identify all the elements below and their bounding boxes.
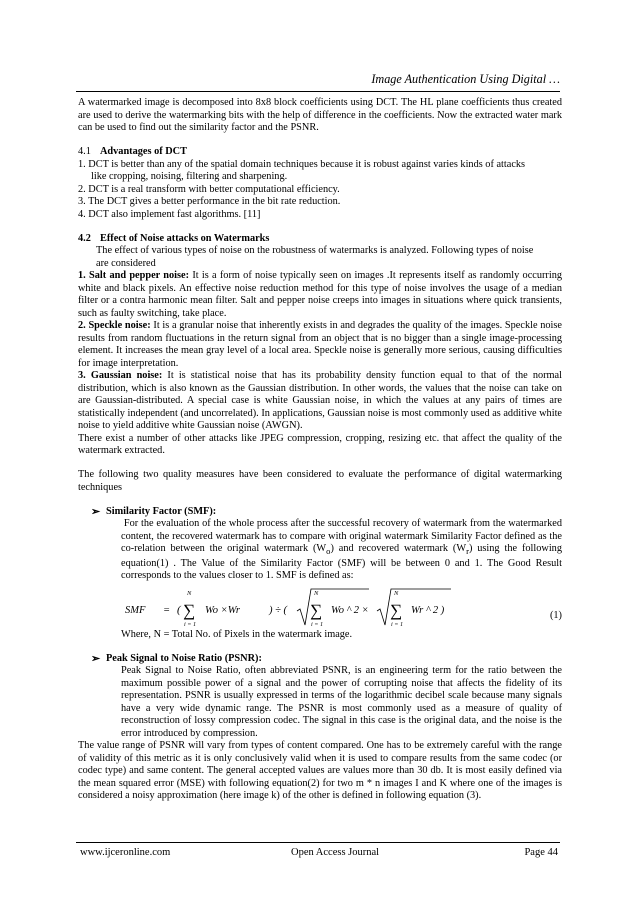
footer-website: www.ijceronline.com [80, 847, 171, 858]
footer-journal: Open Access Journal [291, 847, 380, 858]
eq-lhs: SMF [125, 604, 146, 616]
footer-page-number: Page 44 [524, 847, 558, 858]
smf-paragraph [121, 518, 562, 583]
smf-text: For the evaluation of the whole process after the successful recovery of watermark from the watermarked content, the recovered watermark has to compare with original watermark Similarity Factor defined as the co-relation between the original watermark (W [121, 518, 563, 554]
sum-lower-limit: i = 1 [311, 620, 324, 628]
eq-equals: = [163, 604, 171, 616]
footer-rule [76, 842, 560, 843]
subscript: o [326, 546, 331, 557]
running-header-title: Image Authentication Using Digital … [371, 72, 560, 86]
section-number: 4.2 [78, 232, 91, 244]
list-item: 1. DCT is better than any of the spatial domain techniques because it is robust against varies kinds of attacks [78, 158, 526, 170]
section-4-1-heading [78, 146, 562, 159]
paragraph-label: 2. Speckle noise: [78, 320, 151, 331]
paragraph-text: It is statistical noise that has its probability density function equal to that of the normal distribution, which is also known as the Gaussian distribution. In other words, the values that the noise can take on are Gaussian-distributed. A special case is white Gaussian noise, in which the values at any pairs of times are statistically independent (and uncorrelated). In applications, Gaussian noise is most commonly used as additive white noise to yield additive white Gaussian noise (AWGN). [78, 370, 562, 431]
sum-sign: ∑ [310, 600, 323, 620]
sum-sign: ∑ [183, 600, 196, 620]
other-attacks-paragraph: There exist a number of other attacks like JPEG compression, cropping, resizing etc. that affect the quality of the watermark extracted. [78, 432, 562, 456]
gaussian-paragraph [78, 370, 562, 433]
smf-bullet [91, 505, 563, 642]
page-body [78, 97, 562, 803]
list-item: 3. The DCT gives a better performance in the bit rate reduction. [78, 196, 341, 207]
smf-equation-graphic [121, 583, 581, 629]
eq-term-wr-squared: Wr ^ 2 ) [411, 604, 445, 616]
section-intro-line: The effect of various types of noise on the robustness of watermarks is analyzed. Following types of noise [96, 245, 534, 256]
section-title: Advantages of DCT [100, 146, 187, 157]
paragraph-label: 1. Salt and pepper noise: [78, 270, 190, 281]
sum-lower-limit: i = 1 [391, 620, 404, 628]
sum-upper-limit: N [394, 589, 399, 597]
psnr-title: Peak Signal to Noise Ratio (PSNR): [106, 652, 262, 664]
section-4-2-heading [78, 233, 562, 246]
psnr-closing-paragraph: The value range of PSNR will vary from types of content compared. One has to be extremely careful with the range of validity of this metric as it is only conclusively valid when it is used to compare results from the same codec (or codec type) and same content. The general accepted values are values more than 30 db. It is most easily defined via the mean squared error (MSE) with following equation(2) for two m * n images I and K where one of the images is considered a noisy approximation (here image k) of the other is defined in following equation (3). [78, 740, 562, 802]
eq-open-paren: ( [177, 603, 181, 616]
header-rule [76, 91, 560, 92]
paragraph-text: It is a form of noise typically seen on images .It represents itself as randomly occurring white and black pixels. An effective noise reduction method for this type of noise involves the usage of a median filter or a contra harmonic mean filter. Salt and pepper noise creeps into images in situations where quick transients, such as faulty switching, take place. [78, 270, 563, 319]
smf-text: ) using the following equation(1) . The Value of the Similarity Factor (SMF) will be between 0 and 1. The Good Result corresponds to the values closer to 1. SMF is defined as: [121, 543, 562, 582]
list-item: 2. DCT is a real transform with better computational efficiency. [78, 183, 340, 195]
dct-advantages-list [78, 159, 562, 222]
arrow-bullet-icon: ➢ [91, 652, 101, 665]
psnr-bullet [91, 652, 562, 741]
list-item-continuation: like cropping, noising, filtering and sharpening. [91, 171, 288, 182]
section-intro-line: are considered [96, 257, 156, 269]
smf-equation [121, 583, 562, 629]
smf-text: ) and recovered watermark (W [330, 543, 467, 554]
psnr-heading [91, 652, 562, 666]
intro-paragraph: A watermarked image is decomposed into 8x8 block coefficients using DCT. The HL plane coefficients thus created are used to derive the watermarking bits with the help of difference in the coefficients. Now the extracted water mark can be used to find out the similarity factor and the PSNR. [78, 97, 562, 133]
paragraph-label: 3. Gaussian noise: [78, 370, 163, 381]
quality-measures-intro: The following two quality measures have been considered to evaluate the performance of digital watermarking techniques [78, 469, 562, 493]
smf-heading [91, 505, 562, 519]
eq-term-wo-squared: Wo ^ 2 × [331, 604, 369, 616]
eq-divide: ) ÷ ( [269, 604, 288, 616]
smf-where-line: Where, N = Total No. of Pixels in the watermark image. [121, 628, 353, 640]
sum-upper-limit: N [187, 589, 192, 597]
salt-pepper-paragraph [78, 270, 562, 320]
equation-number: (1) [549, 609, 562, 621]
list-item: 4. DCT also implement fast algorithms. [11] [78, 208, 261, 220]
arrow-bullet-icon: ➢ [91, 505, 101, 518]
psnr-paragraph: Peak Signal to Noise Ratio, often abbreviated PSNR, is an engineering term for the ratio between the maximum possible power of a signal and the power of corrupting noise that affects the fidelity of its representation. PSNR is usually expressed in terms of the logarithmic decibel scale because many signals have a very wide dynamic range. The PSNR is most commonly used as a measure of quality of reconstruction of lossy compression codec. The signal in this case is the original data, and the noise is the error introduced by compression. [121, 665, 562, 739]
paragraph-text: It is a granular noise that inherently exists in and degrades the quality of the images. Speckle noise results from random fluctuations in the return signal from an object that is no bigger than a single image-processing element. It increases the mean gray level of a local area. Speckle noise is generally more serious, causing difficulties for image interpretation. [78, 320, 562, 369]
section-title: Effect of Noise attacks on Watermarks [100, 232, 270, 244]
sum-sign: ∑ [390, 600, 403, 620]
sum-lower-limit: i = 1 [184, 620, 197, 628]
smf-title: Similarity Factor (SMF): [106, 505, 217, 517]
section-number: 4.1 [78, 146, 91, 157]
subscript: r [466, 546, 469, 557]
sum-upper-limit: N [314, 589, 319, 597]
eq-term-product: Wo ×Wr [205, 604, 240, 616]
speckle-paragraph [78, 320, 562, 370]
